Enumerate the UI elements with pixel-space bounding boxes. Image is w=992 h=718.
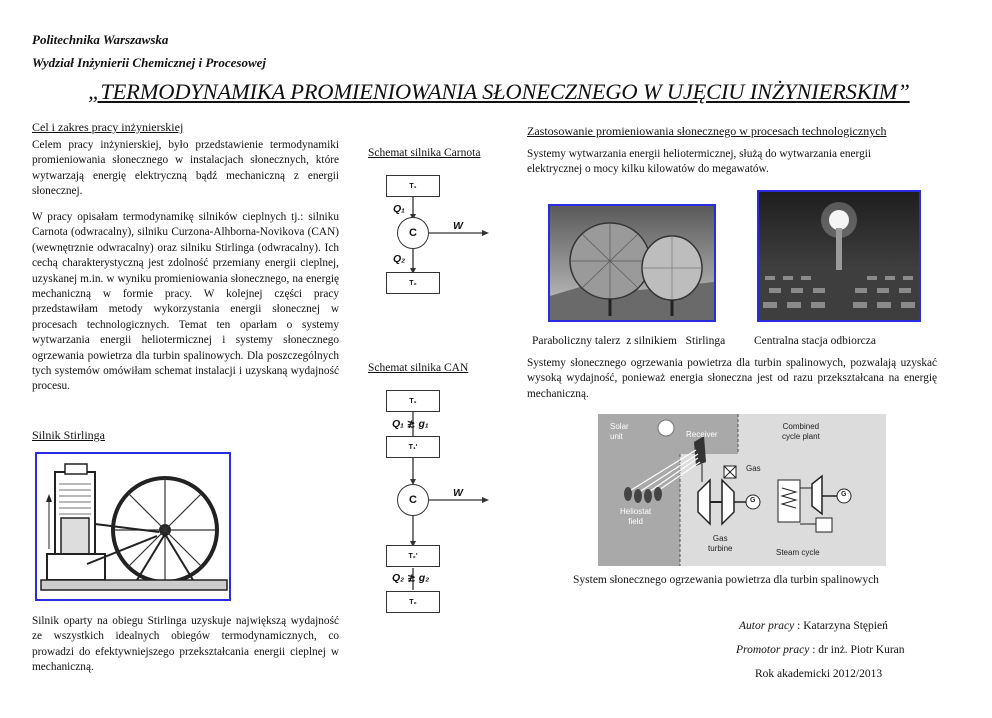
solar-unit-line-1: Solar bbox=[610, 422, 629, 431]
carnot-t1-label: T₁ bbox=[409, 182, 417, 190]
can-t2prime-label: T₂' bbox=[408, 552, 418, 560]
parabolic-dish-photo bbox=[548, 204, 716, 322]
caption-central-tower: Centralna stacja odbiorcza bbox=[754, 335, 876, 347]
heliostat-line-2: field bbox=[628, 517, 643, 526]
gas-turbine-line-1: Gas bbox=[712, 534, 728, 543]
carnot-cold-reservoir bbox=[386, 272, 440, 294]
can-t2-label: T₂ bbox=[409, 598, 417, 606]
goal-heading: Cel i zakres pracy inżynierskiej bbox=[32, 120, 184, 134]
carnot-q2-label: Q₂ bbox=[393, 253, 406, 265]
diagram-heliostat-label bbox=[620, 507, 651, 527]
central-tower-image bbox=[759, 192, 919, 320]
can-engine-label: C bbox=[409, 494, 417, 506]
combined-line-1: Combined bbox=[782, 422, 820, 431]
can-t2prime-reservoir bbox=[386, 545, 440, 567]
caption-system-diagram: System słonecznego ogrzewania powietrza dla turbin spalinowych bbox=[573, 574, 879, 586]
goal-paragraph-1: Celem pracy inżynierskiej, było przedstawienie termodynamiki promieniowania słonecznego w instalacjach słonecznych, które wytwarzają energię elektryczną bądź mechaniczną z energii słonecznej. bbox=[32, 139, 339, 198]
diagram-steam-cycle-label: Steam cycle bbox=[776, 548, 820, 557]
author-line bbox=[739, 620, 888, 632]
carnot-hot-reservoir bbox=[386, 175, 440, 197]
applications-paragraph-1: Systemy wytwarzania energii heliotermicznej, służą do wytwarzania energii elektrycznej o mocy kilku kilowatów do megawatów. bbox=[527, 148, 872, 176]
carnot-heading: Schemat silnika Carnota bbox=[368, 147, 481, 159]
stirling-engine-illustration bbox=[37, 454, 229, 599]
applications-paragraph-2: Systemy słonecznego ogrzewania powietrza dla turbin spalinowych, pozwalają uzyskać wysoką wydajność, ponieważ energia słoneczna jest od razu przekształcana na energię mechaniczną. bbox=[527, 357, 937, 400]
faculty-name: Wydział Inżynierii Chemicznej i Procesowej bbox=[32, 55, 267, 70]
promotor-line bbox=[736, 644, 905, 656]
can-t1prime-reservoir bbox=[386, 436, 440, 458]
promotor-name: : dr inż. Piotr Kuran bbox=[809, 644, 905, 656]
can-t2-reservoir bbox=[386, 591, 440, 613]
caption-parabolic-dish: Paraboliczny talerz z silnikiem Stirlinga bbox=[532, 335, 726, 347]
stirling-heading: Silnik Stirlinga bbox=[32, 428, 106, 442]
carnot-q1-label: Q₁ bbox=[393, 203, 405, 215]
solar-gas-turbine-diagram bbox=[598, 414, 886, 566]
carnot-work-label: W bbox=[453, 220, 463, 232]
diagram-solar-unit-label bbox=[610, 422, 629, 442]
diagram-generator-2-label: G bbox=[841, 491, 847, 498]
stirling-engine-drawing bbox=[35, 452, 231, 601]
can-t1-reservoir bbox=[386, 390, 440, 412]
diagram-gas-turbine-label bbox=[708, 534, 732, 554]
can-q2g2-label: Q₂ ≵ g₂ bbox=[392, 572, 430, 584]
author-name: : Katarzyna Stępień bbox=[794, 620, 888, 632]
stirling-paragraph: Silnik oparty na obiegu Stirlinga uzyskuje największą wydajność ze wszystkich idealnych obiegów termodynamicznych, co prowadzi do efektywniejszego przekształcania energii cieplnej w mechaniczną. bbox=[32, 615, 339, 674]
applications-heading: Zastosowanie promieniowania słonecznego w procesach technologicznych bbox=[527, 124, 887, 138]
diagram-combined-cycle-label bbox=[782, 422, 820, 442]
diagram-gas-label: Gas bbox=[746, 464, 761, 473]
gas-turbine-line-2: turbine bbox=[708, 544, 733, 553]
can-heading: Schemat silnika CAN bbox=[368, 362, 469, 374]
can-q1g1-label: Q₁ ≵ g₁ bbox=[392, 418, 429, 430]
goal-paragraph-2: W pracy opisałam termodynamikę silników cieplnych tj.: silniku Carnota (odwracalny), silniku Curzona-Alhborna-Novikova (CAN) (wewnętrznie odwracalny) oraz silniku Stirlinga (odwracalny). Ich cechą charakterystyczną jest zdolność przemiany energii cieplnej, uzyskanej m.in. w wyniku promieniowania słonecznego, na energię mechaniczną w formie pracy. W kolejnej części pracy przedstawiłam metody wykorzystania energii słonecznej w procesach technologicznych. Temat ten oparłam o systemy wytwarzania energii heliotermicznej i systemy słonecznego ogrzewania powietrza dla turbin spalinowych. Dla poszczególnych tych systemów omówiłam schemat instalacji i uzyskaną wydajność procesu. bbox=[32, 211, 339, 393]
can-t1prime-label: T₁' bbox=[408, 443, 418, 451]
solar-gas-turbine-schematic bbox=[598, 414, 886, 566]
carnot-engine-circle bbox=[397, 217, 429, 249]
diagram-receiver-label: Receiver bbox=[686, 430, 718, 439]
parabolic-dish-image bbox=[550, 206, 714, 320]
can-engine-circle bbox=[397, 484, 429, 516]
solar-unit-line-2: unit bbox=[610, 432, 623, 441]
carnot-engine-label: C bbox=[409, 227, 417, 239]
promotor-label: Promotor pracy bbox=[736, 644, 810, 656]
central-tower-photo bbox=[757, 190, 921, 322]
combined-line-2: cycle plant bbox=[782, 432, 820, 441]
poster-title: „TERMODYNAMIKA PROMIENIOWANIA SŁONECZNEGO W UJĘCIU INŻYNIERSKIM” bbox=[88, 79, 910, 104]
carnot-t2-label: T₂ bbox=[409, 279, 417, 287]
university-name: Politechnika Warszawska bbox=[32, 32, 169, 47]
can-work-label: W bbox=[453, 487, 463, 499]
heliostat-line-1: Heliostat bbox=[620, 507, 652, 516]
academic-year: Rok akademicki 2012/2013 bbox=[755, 668, 883, 680]
can-t1-label: T₁ bbox=[409, 397, 417, 405]
diagram-generator-1-label: G bbox=[750, 497, 756, 504]
author-label: Autor pracy bbox=[739, 620, 795, 632]
